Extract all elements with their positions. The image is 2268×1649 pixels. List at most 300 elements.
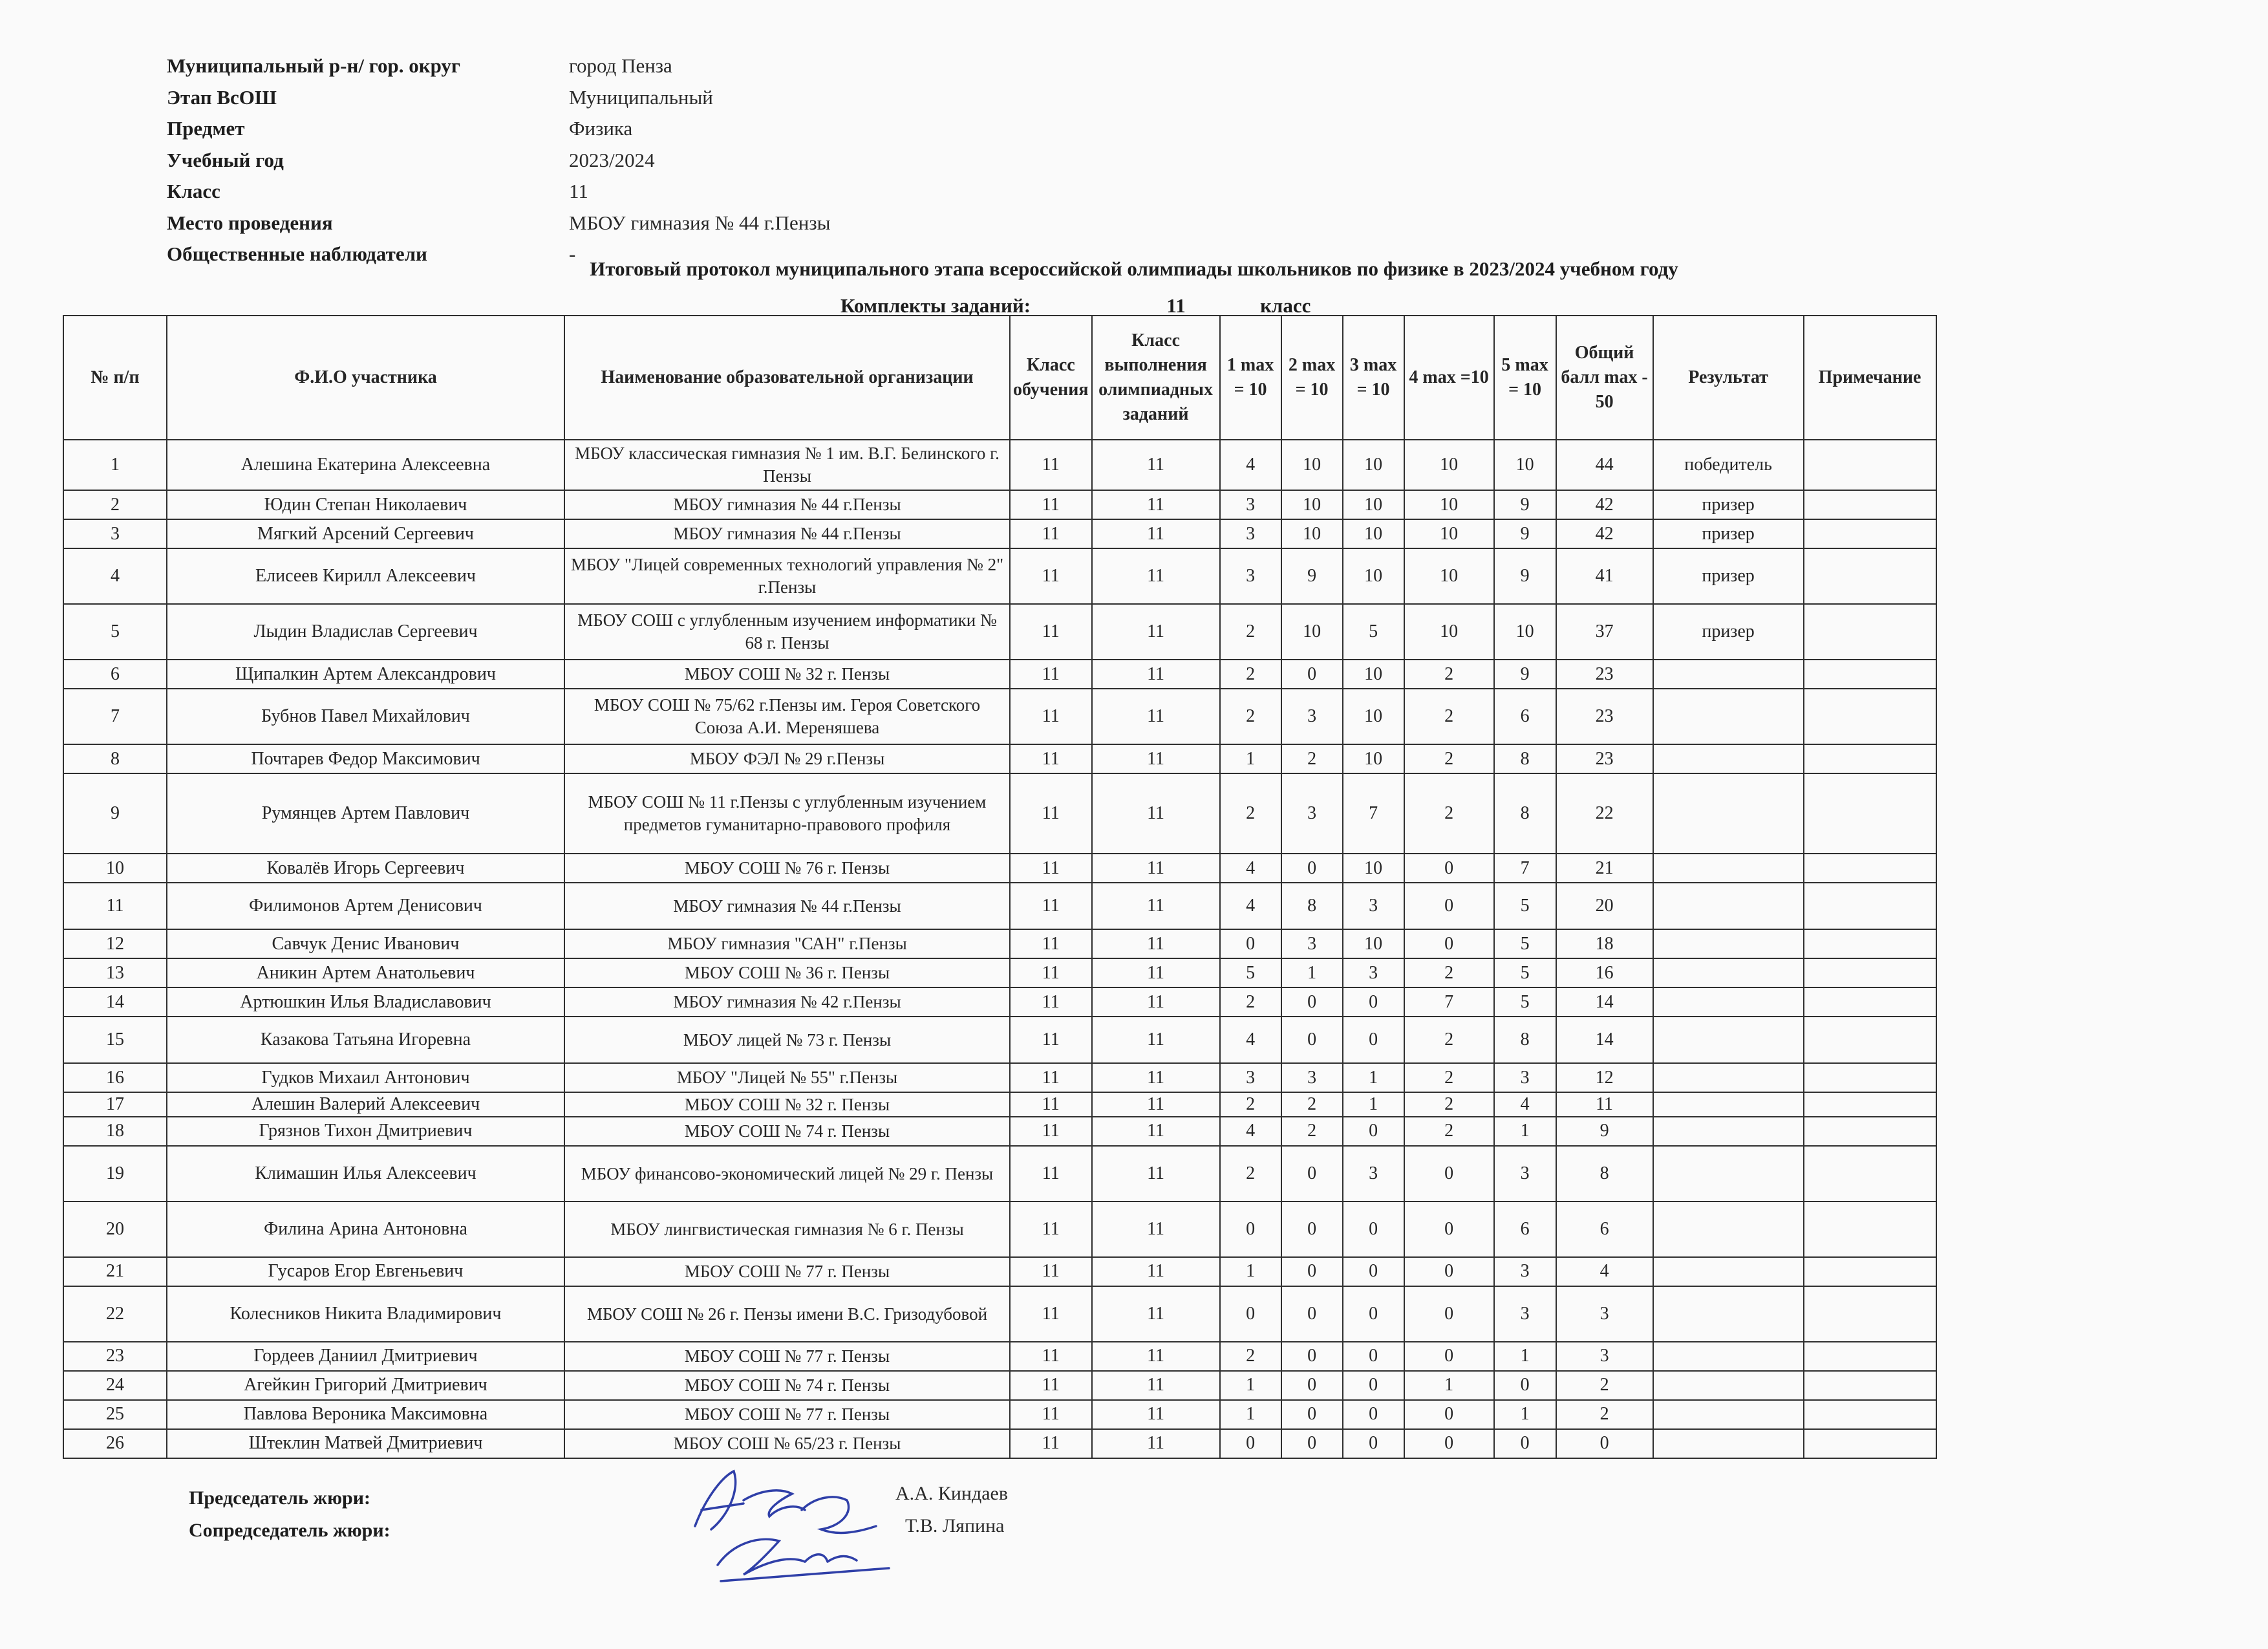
school-name: МБОУ СОШ № 75/62 г.Пензы им. Героя Советского Союза А.И. Мереняшева — [564, 689, 1010, 744]
table-row — [63, 1202, 1936, 1257]
score-task-4: 0 — [1404, 1257, 1494, 1286]
row-number: 26 — [63, 1429, 167, 1458]
task-grade: 11 — [1092, 1429, 1220, 1458]
score-task-1: 3 — [1220, 490, 1281, 519]
task-grade: 11 — [1092, 548, 1220, 604]
header-field — [167, 208, 830, 239]
note — [1804, 1202, 1936, 1257]
score-task-4: 0 — [1404, 854, 1494, 883]
row-number: 3 — [63, 519, 167, 548]
score-task-2: 2 — [1281, 1092, 1343, 1117]
participant-name: Артюшкин Илья Владиславович — [167, 987, 564, 1017]
table-row — [63, 440, 1936, 490]
result — [1653, 660, 1804, 689]
score-task-4: 0 — [1404, 1400, 1494, 1429]
table-header-row — [63, 316, 1936, 440]
column-header: 3 max = 10 — [1343, 316, 1404, 440]
score-task-3: 10 — [1343, 744, 1404, 773]
score-task-3: 0 — [1343, 1117, 1404, 1146]
grade: 11 — [1010, 1257, 1092, 1286]
task-grade: 11 — [1092, 744, 1220, 773]
total-score: 42 — [1556, 519, 1653, 548]
score-task-4: 0 — [1404, 1146, 1494, 1202]
participant-name: Румянцев Артем Павлович — [167, 773, 564, 854]
score-task-3: 3 — [1343, 883, 1404, 929]
field-value: 2023/2024 — [569, 148, 655, 171]
total-score: 11 — [1556, 1092, 1653, 1117]
grade: 11 — [1010, 987, 1092, 1017]
row-number: 4 — [63, 548, 167, 604]
score-task-4: 2 — [1404, 773, 1494, 854]
row-number: 7 — [63, 689, 167, 744]
row-number: 8 — [63, 744, 167, 773]
row-number: 9 — [63, 773, 167, 854]
grade: 11 — [1010, 1286, 1092, 1342]
header-field — [167, 82, 830, 114]
score-task-1: 1 — [1220, 1400, 1281, 1429]
note — [1804, 1286, 1936, 1342]
total-score: 2 — [1556, 1371, 1653, 1400]
task-grade: 11 — [1092, 519, 1220, 548]
score-task-4: 0 — [1404, 1429, 1494, 1458]
result — [1653, 1092, 1804, 1117]
result: призер — [1653, 519, 1804, 548]
field-label: Класс — [167, 180, 220, 203]
participant-name: Елисеев Кирилл Алексеевич — [167, 548, 564, 604]
task-grade: 11 — [1092, 1092, 1220, 1117]
school-name: МБОУ гимназия № 44 г.Пензы — [564, 883, 1010, 929]
row-number: 1 — [63, 440, 167, 490]
score-task-3: 10 — [1343, 519, 1404, 548]
grade: 11 — [1010, 883, 1092, 929]
column-header: Класс выполнения олимпиадных заданий — [1092, 316, 1220, 440]
total-score: 0 — [1556, 1429, 1653, 1458]
result — [1653, 1371, 1804, 1400]
score-task-5: 10 — [1494, 604, 1556, 660]
task-grade: 11 — [1092, 987, 1220, 1017]
score-task-3: 10 — [1343, 929, 1404, 958]
school-name: МБОУ гимназия № 42 г.Пензы — [564, 987, 1010, 1017]
task-grade: 11 — [1092, 773, 1220, 854]
grade: 11 — [1010, 689, 1092, 744]
field-value: МБОУ гимназия № 44 г.Пензы — [569, 211, 831, 234]
score-task-1: 1 — [1220, 1257, 1281, 1286]
note — [1804, 1017, 1936, 1063]
grade: 11 — [1010, 1429, 1092, 1458]
row-number: 2 — [63, 490, 167, 519]
score-task-5: 8 — [1494, 744, 1556, 773]
result — [1653, 1146, 1804, 1202]
score-task-5: 6 — [1494, 1202, 1556, 1257]
note — [1804, 519, 1936, 548]
score-task-4: 0 — [1404, 929, 1494, 958]
table-row — [63, 1400, 1936, 1429]
score-task-2: 0 — [1281, 1286, 1343, 1342]
score-task-4: 0 — [1404, 1286, 1494, 1342]
field-value: город Пенза — [569, 54, 672, 78]
grade: 11 — [1010, 519, 1092, 548]
grade: 11 — [1010, 604, 1092, 660]
grade: 11 — [1010, 1117, 1092, 1146]
row-number: 25 — [63, 1400, 167, 1429]
score-task-5: 3 — [1494, 1286, 1556, 1342]
table-row — [63, 1063, 1936, 1092]
grade: 11 — [1010, 958, 1092, 987]
score-task-3: 1 — [1343, 1092, 1404, 1117]
grade: 11 — [1010, 1063, 1092, 1092]
school-name: МБОУ СОШ № 36 г. Пензы — [564, 958, 1010, 987]
participant-name: Филина Арина Антоновна — [167, 1202, 564, 1257]
grade: 11 — [1010, 490, 1092, 519]
result — [1653, 987, 1804, 1017]
score-task-2: 0 — [1281, 1400, 1343, 1429]
score-task-2: 2 — [1281, 1117, 1343, 1146]
table-row — [63, 1429, 1936, 1458]
result — [1653, 1400, 1804, 1429]
participant-name: Ковалёв Игорь Сергеевич — [167, 854, 564, 883]
total-score: 12 — [1556, 1063, 1653, 1092]
note — [1804, 883, 1936, 929]
field-label: Этап ВсОШ — [167, 85, 277, 109]
task-grade: 11 — [1092, 1257, 1220, 1286]
score-task-4: 10 — [1404, 519, 1494, 548]
table-row — [63, 744, 1936, 773]
score-task-4: 0 — [1404, 883, 1494, 929]
grade: 11 — [1010, 660, 1092, 689]
score-task-3: 0 — [1343, 1400, 1404, 1429]
task-grade: 11 — [1092, 958, 1220, 987]
score-task-4: 10 — [1404, 604, 1494, 660]
participant-name: Почтарев Федор Максимович — [167, 744, 564, 773]
score-task-2: 0 — [1281, 987, 1343, 1017]
score-task-1: 1 — [1220, 1371, 1281, 1400]
table-row — [63, 1257, 1936, 1286]
total-score: 6 — [1556, 1202, 1653, 1257]
column-header: Ф.И.О участника — [167, 316, 564, 440]
score-task-1: 3 — [1220, 519, 1281, 548]
cochair-label: Сопредседатель жюри: — [189, 1520, 390, 1541]
row-number: 10 — [63, 854, 167, 883]
row-number: 21 — [63, 1257, 167, 1286]
task-grade: 11 — [1092, 490, 1220, 519]
score-task-4: 1 — [1404, 1371, 1494, 1400]
task-grade: 11 — [1092, 1146, 1220, 1202]
result — [1653, 744, 1804, 773]
score-task-3: 10 — [1343, 490, 1404, 519]
score-task-2: 1 — [1281, 958, 1343, 987]
score-task-1: 4 — [1220, 854, 1281, 883]
score-task-1: 2 — [1220, 1092, 1281, 1117]
score-task-3: 10 — [1343, 854, 1404, 883]
table-row — [63, 1117, 1936, 1146]
result: призер — [1653, 604, 1804, 660]
score-task-1: 5 — [1220, 958, 1281, 987]
note — [1804, 1400, 1936, 1429]
table-row — [63, 1146, 1936, 1202]
field-value: 11 — [569, 180, 588, 203]
participant-name: Агейкин Григорий Дмитриевич — [167, 1371, 564, 1400]
row-number: 22 — [63, 1286, 167, 1342]
task-grade: 11 — [1092, 440, 1220, 490]
table-row — [63, 1342, 1936, 1371]
grade: 11 — [1010, 929, 1092, 958]
total-score: 14 — [1556, 1017, 1653, 1063]
score-task-4: 2 — [1404, 1017, 1494, 1063]
total-score: 4 — [1556, 1257, 1653, 1286]
table-row — [63, 987, 1936, 1017]
school-name: МБОУ гимназия "САН" г.Пензы — [564, 929, 1010, 958]
table-row — [63, 773, 1936, 854]
score-task-3: 3 — [1343, 958, 1404, 987]
result — [1653, 1257, 1804, 1286]
header-field — [167, 113, 830, 145]
score-task-1: 4 — [1220, 1017, 1281, 1063]
school-name: МБОУ СОШ № 77 г. Пензы — [564, 1257, 1010, 1286]
task-grade: 11 — [1092, 1342, 1220, 1371]
score-task-2: 0 — [1281, 1017, 1343, 1063]
row-number: 16 — [63, 1063, 167, 1092]
score-task-2: 0 — [1281, 1429, 1343, 1458]
score-task-4: 0 — [1404, 1202, 1494, 1257]
kit-line — [840, 294, 1311, 318]
score-task-5: 9 — [1494, 490, 1556, 519]
result — [1653, 1017, 1804, 1063]
score-task-5: 4 — [1494, 1092, 1556, 1117]
table-row — [63, 689, 1936, 744]
result — [1653, 1286, 1804, 1342]
total-score: 18 — [1556, 929, 1653, 958]
score-task-1: 1 — [1220, 744, 1281, 773]
score-task-3: 0 — [1343, 1286, 1404, 1342]
score-task-5: 6 — [1494, 689, 1556, 744]
participant-name: Щипалкин Артем Александрович — [167, 660, 564, 689]
score-task-1: 3 — [1220, 1063, 1281, 1092]
score-task-3: 3 — [1343, 1146, 1404, 1202]
column-header: Примечание — [1804, 316, 1936, 440]
score-task-4: 2 — [1404, 660, 1494, 689]
score-task-1: 2 — [1220, 689, 1281, 744]
table-row — [63, 1371, 1936, 1400]
score-task-2: 3 — [1281, 773, 1343, 854]
score-task-2: 10 — [1281, 604, 1343, 660]
score-task-2: 9 — [1281, 548, 1343, 604]
handwritten-signature — [682, 1465, 895, 1594]
grade: 11 — [1010, 440, 1092, 490]
task-grade: 11 — [1092, 1286, 1220, 1342]
score-task-3: 0 — [1343, 1342, 1404, 1371]
school-name: МБОУ СОШ № 11 г.Пензы с углубленным изучением предметов гуманитарно-правового профиля — [564, 773, 1010, 854]
column-header: 2 max = 10 — [1281, 316, 1343, 440]
score-task-2: 0 — [1281, 1371, 1343, 1400]
school-name: МБОУ гимназия № 44 г.Пензы — [564, 519, 1010, 548]
field-value: - — [569, 242, 576, 266]
column-header: № п/п — [63, 316, 167, 440]
note — [1804, 1257, 1936, 1286]
score-task-2: 2 — [1281, 744, 1343, 773]
score-task-2: 3 — [1281, 1063, 1343, 1092]
kit-label: Комплекты заданий: — [840, 294, 1031, 317]
score-task-2: 3 — [1281, 689, 1343, 744]
score-task-2: 3 — [1281, 929, 1343, 958]
score-task-1: 2 — [1220, 773, 1281, 854]
score-task-1: 2 — [1220, 1146, 1281, 1202]
school-name: МБОУ классическая гимназия № 1 им. В.Г. Белинского г. Пензы — [564, 440, 1010, 490]
table-row — [63, 1092, 1936, 1117]
task-grade: 11 — [1092, 929, 1220, 958]
score-task-1: 3 — [1220, 548, 1281, 604]
score-task-4: 10 — [1404, 440, 1494, 490]
participant-name: Алешина Екатерина Алексеевна — [167, 440, 564, 490]
score-task-2: 0 — [1281, 1202, 1343, 1257]
table-row — [63, 854, 1936, 883]
note — [1804, 1342, 1936, 1371]
school-name: МБОУ финансово-экономический лицей № 29 г. Пензы — [564, 1146, 1010, 1202]
header-field — [167, 176, 830, 208]
task-grade: 11 — [1092, 1063, 1220, 1092]
score-task-5: 3 — [1494, 1063, 1556, 1092]
row-number: 18 — [63, 1117, 167, 1146]
total-score: 22 — [1556, 773, 1653, 854]
score-task-5: 9 — [1494, 660, 1556, 689]
result — [1653, 883, 1804, 929]
total-score: 8 — [1556, 1146, 1653, 1202]
field-label: Муниципальный р-н/ гор. округ — [167, 54, 460, 78]
score-task-5: 1 — [1494, 1342, 1556, 1371]
grade: 11 — [1010, 1092, 1092, 1117]
row-number: 12 — [63, 929, 167, 958]
row-number: 14 — [63, 987, 167, 1017]
score-task-4: 7 — [1404, 987, 1494, 1017]
grade: 11 — [1010, 1342, 1092, 1371]
table-row — [63, 883, 1936, 929]
score-task-2: 0 — [1281, 660, 1343, 689]
participant-name: Бубнов Павел Михайлович — [167, 689, 564, 744]
score-task-5: 10 — [1494, 440, 1556, 490]
score-task-5: 1 — [1494, 1117, 1556, 1146]
task-grade: 11 — [1092, 854, 1220, 883]
total-score: 21 — [1556, 854, 1653, 883]
school-name: МБОУ лингвистическая гимназия № 6 г. Пензы — [564, 1202, 1010, 1257]
grade: 11 — [1010, 1202, 1092, 1257]
total-score: 42 — [1556, 490, 1653, 519]
school-name: МБОУ СОШ с углубленным изучением информатики № 68 г. Пензы — [564, 604, 1010, 660]
participant-name: Гусаров Егор Евгеньевич — [167, 1257, 564, 1286]
score-task-3: 0 — [1343, 1202, 1404, 1257]
school-name: МБОУ гимназия № 44 г.Пензы — [564, 490, 1010, 519]
score-task-1: 0 — [1220, 1429, 1281, 1458]
note — [1804, 604, 1936, 660]
grade: 11 — [1010, 1146, 1092, 1202]
participant-name: Мягкий Арсений Сергеевич — [167, 519, 564, 548]
score-task-1: 4 — [1220, 1117, 1281, 1146]
score-task-2: 8 — [1281, 883, 1343, 929]
task-grade: 11 — [1092, 689, 1220, 744]
results-table — [63, 315, 1937, 1459]
participant-name: Алешин Валерий Алексеевич — [167, 1092, 564, 1117]
score-task-4: 2 — [1404, 958, 1494, 987]
total-score: 41 — [1556, 548, 1653, 604]
score-task-4: 10 — [1404, 548, 1494, 604]
score-task-2: 0 — [1281, 854, 1343, 883]
participant-name: Лыдин Владислав Сергеевич — [167, 604, 564, 660]
score-task-1: 2 — [1220, 604, 1281, 660]
total-score: 23 — [1556, 744, 1653, 773]
result — [1653, 689, 1804, 744]
score-task-3: 0 — [1343, 1429, 1404, 1458]
grade: 11 — [1010, 1017, 1092, 1063]
score-task-3: 0 — [1343, 987, 1404, 1017]
table-row — [63, 604, 1936, 660]
table-row — [63, 660, 1936, 689]
field-label: Общественные наблюдатели — [167, 242, 427, 266]
table-row — [63, 490, 1936, 519]
score-task-2: 10 — [1281, 440, 1343, 490]
score-task-5: 8 — [1494, 773, 1556, 854]
total-score: 2 — [1556, 1400, 1653, 1429]
school-name: МБОУ СОШ № 76 г. Пензы — [564, 854, 1010, 883]
total-score: 14 — [1556, 987, 1653, 1017]
school-name: МБОУ лицей № 73 г. Пензы — [564, 1017, 1010, 1063]
score-task-4: 2 — [1404, 1063, 1494, 1092]
result — [1653, 1202, 1804, 1257]
result — [1653, 854, 1804, 883]
score-task-3: 0 — [1343, 1257, 1404, 1286]
participant-name: Штеклин Матвей Дмитриевич — [167, 1429, 564, 1458]
participant-name: Климашин Илья Алексеевич — [167, 1146, 564, 1202]
header-field — [167, 50, 830, 82]
total-score: 3 — [1556, 1342, 1653, 1371]
result — [1653, 1063, 1804, 1092]
task-grade: 11 — [1092, 883, 1220, 929]
document-title: Итоговый протокол муниципального этапа всероссийской олимпиады школьников по физике в 2023/2024 учебном году — [590, 257, 1678, 280]
score-task-2: 10 — [1281, 519, 1343, 548]
score-task-4: 0 — [1404, 1342, 1494, 1371]
school-name: МБОУ "Лицей № 55" г.Пензы — [564, 1063, 1010, 1092]
result — [1653, 929, 1804, 958]
score-task-1: 4 — [1220, 440, 1281, 490]
score-task-2: 0 — [1281, 1146, 1343, 1202]
score-task-5: 5 — [1494, 987, 1556, 1017]
task-grade: 11 — [1092, 1117, 1220, 1146]
school-name: МБОУ СОШ № 32 г. Пензы — [564, 1092, 1010, 1117]
note — [1804, 854, 1936, 883]
school-name: МБОУ "Лицей современных технологий управления № 2" г.Пензы — [564, 548, 1010, 604]
note — [1804, 1117, 1936, 1146]
school-name: МБОУ СОШ № 32 г. Пензы — [564, 660, 1010, 689]
grade: 11 — [1010, 1400, 1092, 1429]
row-number: 6 — [63, 660, 167, 689]
score-task-2: 0 — [1281, 1342, 1343, 1371]
participant-name: Колесников Никита Владимирович — [167, 1286, 564, 1342]
task-grade: 11 — [1092, 1400, 1220, 1429]
note — [1804, 660, 1936, 689]
total-score: 9 — [1556, 1117, 1653, 1146]
grade: 11 — [1010, 854, 1092, 883]
score-task-4: 2 — [1404, 1092, 1494, 1117]
score-task-4: 2 — [1404, 744, 1494, 773]
field-value: Муниципальный — [569, 85, 713, 109]
column-header: Общий балл max - 50 — [1556, 316, 1653, 440]
grade: 11 — [1010, 1371, 1092, 1400]
school-name: МБОУ СОШ № 26 г. Пензы имени В.С. Гризодубовой — [564, 1286, 1010, 1342]
score-task-4: 2 — [1404, 1117, 1494, 1146]
row-number: 5 — [63, 604, 167, 660]
note — [1804, 440, 1936, 490]
score-task-5: 3 — [1494, 1257, 1556, 1286]
score-task-5: 3 — [1494, 1146, 1556, 1202]
score-task-5: 5 — [1494, 958, 1556, 987]
row-number: 11 — [63, 883, 167, 929]
